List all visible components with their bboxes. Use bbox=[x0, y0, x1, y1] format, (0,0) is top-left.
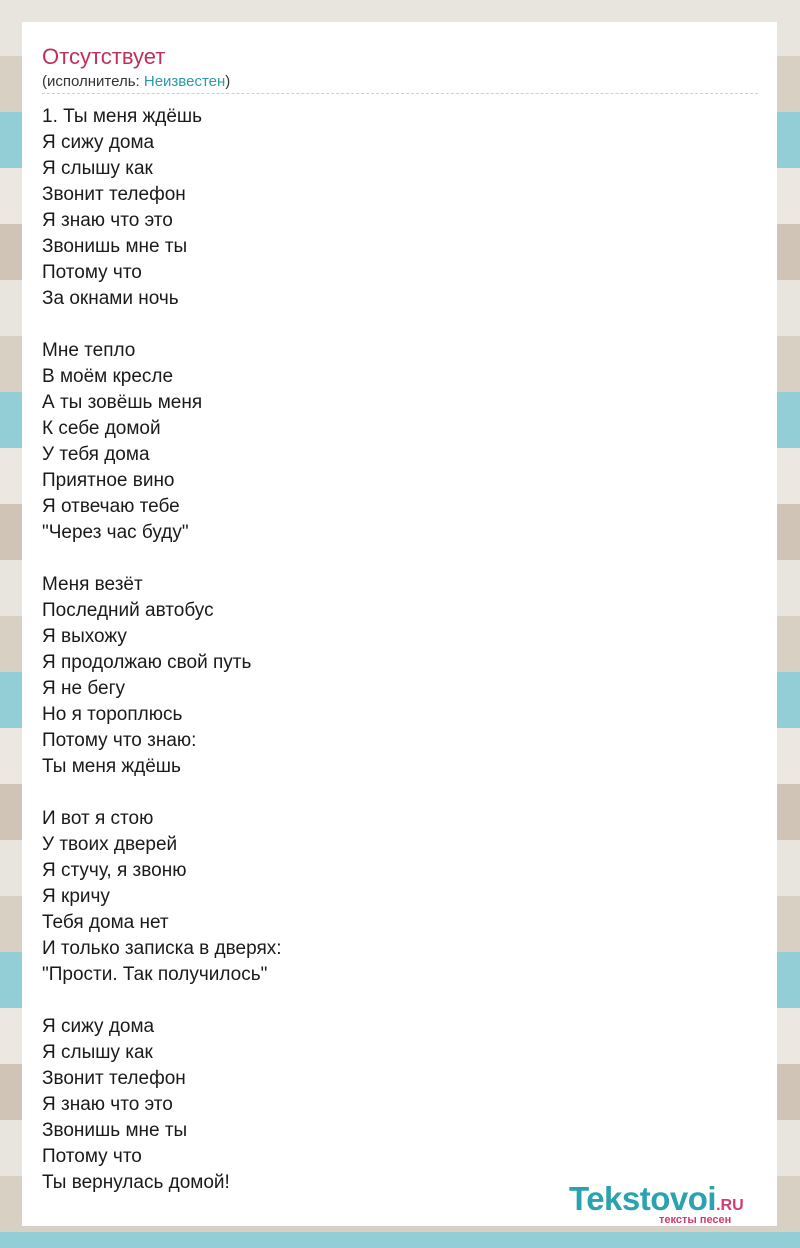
logo-domain: .RU bbox=[716, 1197, 744, 1214]
lyrics-line: Меня везёт bbox=[42, 574, 143, 595]
lyrics-stanza bbox=[42, 104, 742, 312]
lyrics-line: Я сижу дома bbox=[42, 132, 155, 153]
lyrics-line: У тебя дома bbox=[42, 444, 150, 465]
song-performer bbox=[42, 73, 230, 91]
lyrics-line: "Через час буду" bbox=[42, 522, 189, 543]
site-logo[interactable] bbox=[569, 1180, 774, 1224]
lyrics-line: Я знаю что это bbox=[42, 1094, 173, 1115]
lyrics-text bbox=[42, 104, 742, 1222]
lyrics-line: Я продолжаю свой путь bbox=[42, 652, 252, 673]
title-divider bbox=[42, 93, 758, 94]
lyrics-line: Я стучу, я звоню bbox=[42, 860, 187, 881]
lyrics-line: "Прости. Так получилось" bbox=[42, 964, 268, 985]
lyrics-line: Я слышу как bbox=[42, 1042, 153, 1063]
lyrics-stanza bbox=[42, 572, 742, 780]
lyrics-line: И вот я стою bbox=[42, 808, 154, 829]
lyrics-line: Я знаю что это bbox=[42, 210, 173, 231]
lyrics-line: Я выхожу bbox=[42, 626, 127, 647]
lyrics-line: Звонит телефон bbox=[42, 1068, 186, 1089]
lyrics-stanza bbox=[42, 1014, 742, 1196]
lyrics-stanza bbox=[42, 806, 742, 988]
lyrics-line: Звонишь мне ты bbox=[42, 236, 188, 257]
performer-prefix: (исполнитель: bbox=[42, 73, 144, 90]
lyrics-line: Но я тороплюсь bbox=[42, 704, 183, 725]
performer-suffix: ) bbox=[225, 73, 231, 90]
logo-tagline: тексты песен bbox=[659, 1214, 732, 1226]
performer-link[interactable]: Неизвестен bbox=[143, 73, 226, 90]
lyrics-line: Звонишь мне ты bbox=[42, 1120, 188, 1141]
lyrics-line: Я кричу bbox=[42, 886, 110, 907]
lyrics-line: Звонит телефон bbox=[42, 184, 186, 205]
song-title: Отсутствует bbox=[42, 44, 166, 69]
lyrics-line: К себе домой bbox=[42, 418, 161, 439]
logo-main-text: Tekstovoi bbox=[569, 1180, 717, 1217]
lyrics-line: Приятное вино bbox=[42, 470, 175, 491]
lyrics-line: Потому что bbox=[42, 1146, 142, 1167]
lyrics-stanza bbox=[42, 338, 742, 546]
lyrics-line: Я слышу как bbox=[42, 158, 153, 179]
lyrics-line: 1. Ты меня ждёшь bbox=[42, 106, 203, 127]
lyrics-line: И только записка в дверях: bbox=[42, 938, 282, 959]
lyrics-line: Я сижу дома bbox=[42, 1016, 155, 1037]
lyrics-card bbox=[22, 22, 777, 1226]
lyrics-line: Я отвечаю тебе bbox=[42, 496, 180, 517]
lyrics-line: Ты меня ждёшь bbox=[42, 756, 181, 777]
lyrics-line: Ты вернулась домой! bbox=[42, 1172, 230, 1193]
lyrics-line: А ты зовёшь меня bbox=[42, 392, 203, 413]
lyrics-line: У твоих дверей bbox=[42, 834, 178, 855]
lyrics-line: Тебя дома нет bbox=[42, 912, 169, 933]
lyrics-line: Я не бегу bbox=[42, 678, 126, 699]
lyrics-line: Потому что знаю: bbox=[42, 730, 197, 751]
lyrics-line: Мне тепло bbox=[42, 340, 136, 361]
lyrics-line: В моём кресле bbox=[42, 366, 174, 387]
lyrics-line: Потому что bbox=[42, 262, 142, 283]
lyrics-line: Последний автобус bbox=[42, 600, 214, 621]
lyrics-line: За окнами ночь bbox=[42, 288, 179, 309]
